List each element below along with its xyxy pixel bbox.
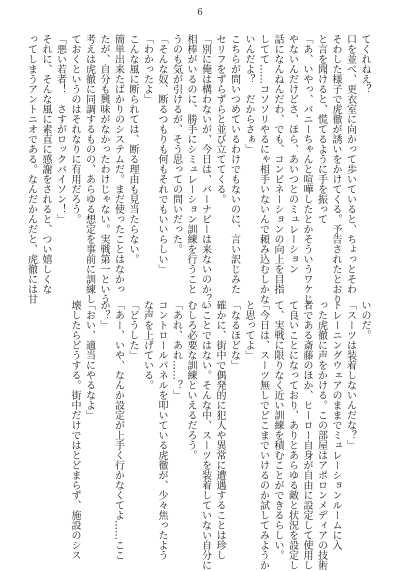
text-line: 簡単出来たばかりのシステムだ。まだ使ったことはなかっ [112, 34, 124, 294]
text-line: 「スーツは装着しないんだな？」 [344, 300, 356, 450]
text-line: うのも気が引けるが、そう思っての問いだった。 [170, 34, 182, 254]
text-line: てくれねえ？ [359, 34, 370, 94]
text-line: そわした様子で虎徹が誘いをかけてくる。予告されたとおり [330, 34, 341, 304]
text-line: 「なるほどな」 [228, 300, 240, 370]
text-block-top [25, 34, 371, 314]
text-line: 「悪い若者！ さすがロックバイソン！」 [54, 34, 66, 224]
page-number: 6 [197, 8, 203, 18]
text-line: 「わかったよ」 [141, 34, 153, 104]
text-line: いことではない。そんな中、スーツを装着していない自分に [199, 300, 211, 570]
text-line: て、実戦に限りなく近い訓練を積むことができるらしい。 [272, 300, 283, 560]
text-block-bottom [38, 300, 371, 570]
text-line: むしろ必要な訓練といえるだろう。 [185, 300, 196, 460]
text-line: ておくというのはそれなりに有用だろう。 [69, 34, 80, 224]
text-line: 口を並べ、更衣室に向かって歩いていると、ちょっとそわ [344, 34, 356, 294]
text-line: ってしまうアントニオである。なんだかんだと、虎徹には甘 [25, 34, 37, 304]
text-line: か？」 [98, 300, 109, 330]
text-line: 「別に俺は構わないが、今日は、バーナビーは来ないのか？」 [199, 34, 211, 314]
text-line: と言を聞けると、慌てるように手を振って [315, 34, 327, 224]
text-line: 「今日は、スーツ無しでどこまでいけるのか試してみようか [257, 300, 269, 570]
text-line: 考えは虎徹に同調するものの、あらゆる想定を事前に訓練し [83, 34, 95, 304]
text-line: 話になんねんだわ、でも、コンビネーションの向上を目指 [272, 34, 283, 294]
text-line: て良いことになっており、ありとあらゆる敵と状況を設定し [286, 300, 298, 570]
text-line: 「あ、いやっ、バニーちゃんと喧嘩したとかそういうワケじ [301, 34, 312, 304]
text-line: な声を上げている。 [141, 300, 153, 390]
text-line: いんだよ？ だからさぁ」 [243, 34, 254, 154]
text-line: 確かに、街中で偶発的に犯人や異常に遭遇することは珍し [214, 300, 225, 560]
text-line: 相棒がいるのに、勝手にシミュレーション訓練を行うこと [185, 34, 196, 294]
text-line: 「おい、適当にやるなよ」 [83, 300, 95, 420]
text-line: こちらが問いつめているわけでもないのに、言い訳じみた [228, 34, 240, 294]
text-line: トレーニングウェアのままでミュレーションルームに入 [330, 300, 341, 550]
text-line: こんな風に断られては、断る理由も見当たらない。 [127, 34, 138, 264]
text-line: してて……コソソリやるにゃ相手いないんで頼み込むしかな [257, 34, 269, 304]
text-line: たが、自分も興味がなかったわけじゃない。実戦第一という [98, 34, 109, 304]
text-line: 「あー、いや、なんか設定が上手く行かなくてよ……ここ [112, 300, 124, 560]
text-line: それに、そんな風に素直に感謝をされると、つい嬉しくな [40, 34, 51, 294]
text-line: 者である斎藤のほか、ヒーロー自身が自由に設定して使用し [301, 300, 312, 570]
text-line: やないんだけどさ、ほら、あいつとのミュレーション [286, 34, 298, 274]
text-line: と思ってよ」 [243, 300, 254, 360]
text-line: いのだ。 [359, 300, 370, 340]
text-line: 壊したらどうする。街中だけではとどまらず、施設のシス [69, 300, 80, 560]
text-line: 「どうした」 [127, 300, 138, 360]
text-line: 「あれ、あれ……？」 [170, 300, 182, 400]
text-line: コントロールパネルを叩いている虎徹が、少々焦ったよう [156, 300, 167, 560]
text-line: った虎徹に声をかける。この部屋はアポロンメディアの技術 [315, 300, 327, 570]
text-line: 「そんな奴、断るつもりも何もそれでもいいらしい」 [156, 34, 167, 274]
text-line: セリフをずらずらと並び立ててくる。 [214, 34, 225, 204]
